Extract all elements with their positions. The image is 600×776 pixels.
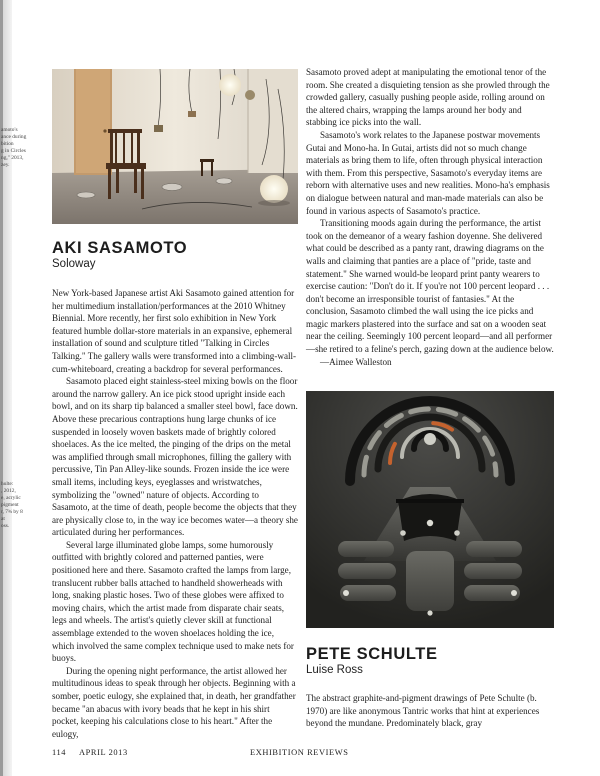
gutter-caption-sasamoto: amoto's ance during bition g in Circles ng," 2013, zey. <box>1 127 27 168</box>
footer-issue: APRIL 2013 <box>79 748 128 757</box>
gallery-name-soloway: Soloway <box>52 258 96 270</box>
installation-photo <box>52 69 298 224</box>
footer-page-number: 114 <box>52 748 67 757</box>
pete-review-header <box>306 645 554 677</box>
footer-section: EXHIBITION REVIEWS <box>250 748 349 757</box>
gutter-caption-schulte: hulte: , 2012, e, acrylic pigment r, 7¾ by 8 at oss. <box>1 481 23 529</box>
aki-paragraph-4: During the opening night performance, the artist allowed her multitudinous ideas to speak through her objects. Beginning with a somber, poetic eulogy, she explained that, in death, her grandfather became "an abacus with ivory beads that he kept in his shirt pocket, keeping his calculations close to his heart." After the eulogy, <box>52 665 296 739</box>
aki-review-body-left <box>52 287 298 740</box>
artist-name-aki: AKI SASAMOTO <box>52 239 188 257</box>
aki-paragraph-1: New York-based Japanese artist Aki Sasamoto gained attention for her multimedium installation/performances at the 2010 Whitney Biennial. More recently, her first solo exhibition in New York featured humble dollar-store materials in an expansive, ephemeral installation of sound and sculpture titled "Talking in Circles Talking." The gallery walls were transformed into a climbing-wall-cum-whiteboard, creating a backdrop for several performances. <box>52 288 297 374</box>
artist-name-pete: PETE SCHULTE <box>306 645 438 663</box>
schulte-drawing <box>306 391 554 628</box>
review-signature: —Aimee Walleston <box>320 356 392 367</box>
aki-paragraph-6: Sasamoto's work relates to the Japanese postwar movements Gutai and Mono-ha. In Gutai, artists did not so much change materials as bring them to life, often through physical interaction with them. From this perspective, Sasamoto's everyday items are reborn with alternative uses and new realities. Mono-ha's emphasis on dialogue between natural and man-made materials can also be found in various aspects of Sasamoto's practice. <box>306 129 550 216</box>
aki-paragraph-3: Several large illuminated globe lamps, some humorously outfitted with brightly colored and patterned panties, were positioned here and there. Sasamoto crafted the lamps from large, translucent rubber balls attached to handheld showerheads with long, snaking plastic hoses. Two of these globes were affixed to moving chairs, which the artist made from disparate chair seats, legs and wheels. The artist's quietly clever skill at functional assemblage extended to the woven shoelaces holding the ice, which involved the same complex technique used to make nets for buoys. <box>52 539 294 664</box>
aki-review-header <box>52 239 298 271</box>
gutter-captions <box>0 0 38 776</box>
aki-paragraph-2: Sasamoto placed eight stainless-steel mixing bowls on the floor around the narrow gallery. An ice pick stood upright inside each bowl, and on its sharp tip balanced a smaller steel bowl, face down. Above these precarious contraptions hung large chunks of ice suspended in loosely woven baskets made of brightly colored shoelaces. As the ice melted, the pinging of the drips on the metal was amplified through small microphones, filling the gallery with percussive, Tin Pan Alley-like sounds. Frozen inside the ice were small items, including keys, eyeglasses and wristwatches, symbolizing the "owned" nature of objects. According to Sasamoto, at the time of death, people become the objects that they are physically close to, in the way ice becomes water—a theory she articulated during her performances. <box>52 376 298 538</box>
gallery-name-luise-ross: Luise Ross <box>306 664 363 676</box>
aki-review-body-right <box>306 66 554 368</box>
aki-paragraph-7: Transitioning moods again during the performance, the artist took on the demeanor of a weary fashion doyenne. She delivered what could be described as a panty rant, drawing diagrams on the walls and claiming that panties are a place of "pride, taste and statement." She warned would-be leopard print panty wearers to exercise caution: "Don't do it. If you're not 100 percent leopard . . . don't become an irresponsible tourist of fantasies." At the conclusion, Sasamoto climbed the wall using the ice picks and magic markers plastered into the surface and sat on a wooden seat near the ceiling. Seemingly 100 percent leopard—and all performer—she retired to a feline's perch, gazing down at the audience below. <box>306 218 554 355</box>
pete-paragraph-1: The abstract graphite-and-pigment drawings of Pete Schulte (b. 1970) are like anonymous Tantric works that hint at experiences beyond the mundane. Predominately black, gray <box>306 693 540 729</box>
pete-review-body <box>306 692 554 730</box>
aki-paragraph-5: Sasamoto proved adept at manipulating the emotional tenor of the room. She created a disquieting tension as she prowled through the crowded gallery, casually pushing people aside, rolling around on the altered chairs, wrapping the lamps around her body and stabbing ice picks into the wall. <box>306 67 550 128</box>
